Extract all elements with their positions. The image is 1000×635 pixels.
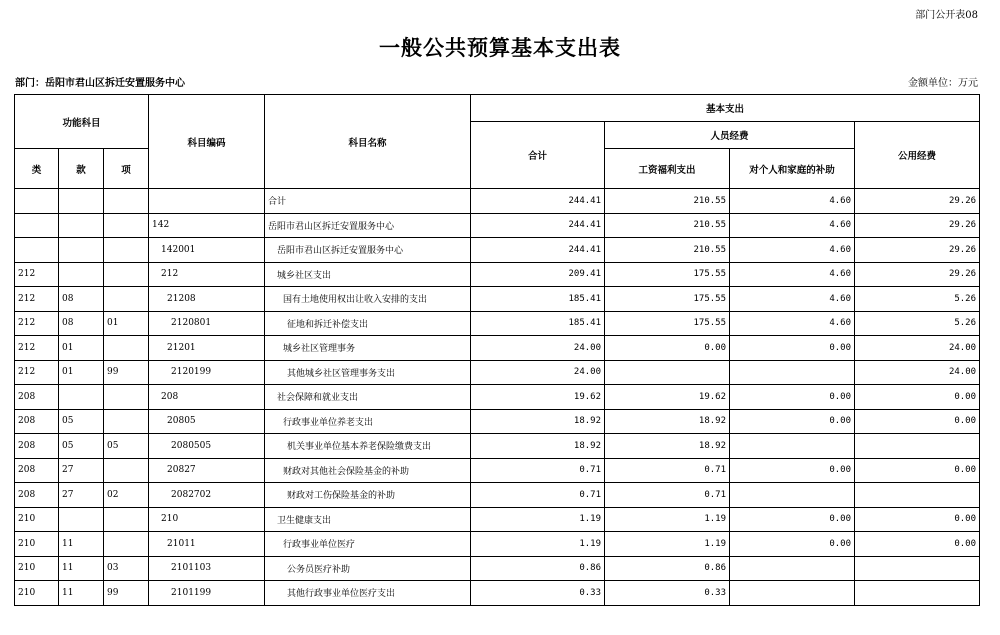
table-row bbox=[15, 532, 980, 557]
cell-name: 行政事业单位养老支出 bbox=[265, 409, 471, 434]
cell-public: 29.26 bbox=[855, 262, 980, 287]
cell-name: 社会保障和就业支出 bbox=[265, 385, 471, 410]
cell-wages: 18.92 bbox=[605, 409, 730, 434]
cell-item: 01 bbox=[104, 311, 149, 336]
table-row bbox=[15, 483, 980, 508]
cell-total: 18.92 bbox=[471, 434, 605, 459]
cell-code: 2101103 bbox=[149, 556, 265, 581]
cell-name: 城乡社区管理事务 bbox=[265, 336, 471, 361]
cell-item: 05 bbox=[104, 434, 149, 459]
cell-public: 24.00 bbox=[855, 336, 980, 361]
cell-class: 212 bbox=[15, 311, 59, 336]
cell-total: 24.00 bbox=[471, 360, 605, 385]
cell-total: 244.41 bbox=[471, 238, 605, 263]
cell-section bbox=[59, 262, 104, 287]
cell-section: 27 bbox=[59, 483, 104, 508]
table-row bbox=[15, 385, 980, 410]
header-code: 科目编码 bbox=[149, 95, 265, 189]
cell-item bbox=[104, 189, 149, 214]
cell-code: 2082702 bbox=[149, 483, 265, 508]
cell-public bbox=[855, 483, 980, 508]
cell-name: 城乡社区支出 bbox=[265, 262, 471, 287]
header-item: 项 bbox=[104, 149, 149, 189]
header-public: 公用经费 bbox=[855, 122, 980, 189]
cell-item bbox=[104, 385, 149, 410]
department-label: 部门：岳阳市君山区拆迁安置服务中心 bbox=[15, 78, 185, 89]
cell-item bbox=[104, 336, 149, 361]
table-row bbox=[15, 262, 980, 287]
cell-section: 11 bbox=[59, 581, 104, 606]
cell-subsidy: 0.00 bbox=[730, 507, 855, 532]
cell-subsidy bbox=[730, 556, 855, 581]
cell-total: 19.62 bbox=[471, 385, 605, 410]
table-row bbox=[15, 213, 980, 238]
cell-class: 210 bbox=[15, 581, 59, 606]
cell-total: 1.19 bbox=[471, 507, 605, 532]
cell-item: 02 bbox=[104, 483, 149, 508]
cell-public: 0.00 bbox=[855, 409, 980, 434]
cell-wages: 0.86 bbox=[605, 556, 730, 581]
cell-subsidy: 4.60 bbox=[730, 311, 855, 336]
cell-total: 244.41 bbox=[471, 213, 605, 238]
unit-label: 金额单位：万元 bbox=[908, 78, 978, 89]
cell-subsidy: 0.00 bbox=[730, 409, 855, 434]
header-wages: 工资福利支出 bbox=[605, 149, 730, 189]
header-subsidy: 对个人和家庭的补助 bbox=[730, 149, 855, 189]
cell-class: 212 bbox=[15, 262, 59, 287]
cell-total: 1.19 bbox=[471, 532, 605, 557]
cell-class: 212 bbox=[15, 336, 59, 361]
budget-table bbox=[14, 94, 980, 606]
cell-wages bbox=[605, 360, 730, 385]
cell-code: 20827 bbox=[149, 458, 265, 483]
cell-code: 2120199 bbox=[149, 360, 265, 385]
header-personnel: 人员经费 bbox=[605, 122, 855, 149]
cell-total: 0.33 bbox=[471, 581, 605, 606]
cell-section bbox=[59, 385, 104, 410]
cell-public: 5.26 bbox=[855, 311, 980, 336]
cell-total: 0.86 bbox=[471, 556, 605, 581]
cell-code: 142001 bbox=[149, 238, 265, 263]
cell-section: 01 bbox=[59, 360, 104, 385]
cell-total: 0.71 bbox=[471, 483, 605, 508]
cell-section bbox=[59, 189, 104, 214]
table-row bbox=[15, 507, 980, 532]
cell-item bbox=[104, 213, 149, 238]
cell-code: 210 bbox=[149, 507, 265, 532]
cell-code bbox=[149, 189, 265, 214]
cell-item: 99 bbox=[104, 581, 149, 606]
cell-class: 210 bbox=[15, 507, 59, 532]
cell-subsidy: 4.60 bbox=[730, 189, 855, 214]
cell-total: 0.71 bbox=[471, 458, 605, 483]
cell-subsidy: 4.60 bbox=[730, 262, 855, 287]
cell-subsidy: 4.60 bbox=[730, 213, 855, 238]
cell-subsidy: 0.00 bbox=[730, 532, 855, 557]
header-name: 科目名称 bbox=[265, 95, 471, 189]
cell-wages: 210.55 bbox=[605, 189, 730, 214]
cell-name: 财政对工伤保险基金的补助 bbox=[265, 483, 471, 508]
cell-name: 卫生健康支出 bbox=[265, 507, 471, 532]
cell-class: 212 bbox=[15, 287, 59, 312]
cell-item: 99 bbox=[104, 360, 149, 385]
cell-section: 05 bbox=[59, 434, 104, 459]
cell-total: 209.41 bbox=[471, 262, 605, 287]
cell-subsidy bbox=[730, 581, 855, 606]
cell-subsidy: 4.60 bbox=[730, 287, 855, 312]
cell-subsidy bbox=[730, 483, 855, 508]
cell-class: 210 bbox=[15, 556, 59, 581]
cell-wages: 0.00 bbox=[605, 336, 730, 361]
cell-name: 行政事业单位医疗 bbox=[265, 532, 471, 557]
cell-item bbox=[104, 532, 149, 557]
cell-public: 29.26 bbox=[855, 213, 980, 238]
cell-wages: 175.55 bbox=[605, 262, 730, 287]
cell-name: 岳阳市君山区拆迁安置服务中心 bbox=[265, 238, 471, 263]
cell-item bbox=[104, 409, 149, 434]
cell-item bbox=[104, 262, 149, 287]
cell-section: 11 bbox=[59, 532, 104, 557]
cell-total: 18.92 bbox=[471, 409, 605, 434]
header-function-subject: 功能科目 bbox=[15, 95, 149, 149]
cell-class: 208 bbox=[15, 483, 59, 508]
cell-code: 21201 bbox=[149, 336, 265, 361]
cell-public: 29.26 bbox=[855, 189, 980, 214]
table-row bbox=[15, 458, 980, 483]
cell-name: 征地和拆迁补偿支出 bbox=[265, 311, 471, 336]
cell-total: 24.00 bbox=[471, 336, 605, 361]
cell-code: 21011 bbox=[149, 532, 265, 557]
cell-public: 0.00 bbox=[855, 507, 980, 532]
cell-wages: 1.19 bbox=[605, 532, 730, 557]
cell-class bbox=[15, 213, 59, 238]
table-row bbox=[15, 311, 980, 336]
table-body bbox=[15, 189, 980, 606]
cell-name: 机关事业单位基本养老保险缴费支出 bbox=[265, 434, 471, 459]
cell-subsidy: 0.00 bbox=[730, 458, 855, 483]
cell-name: 其他城乡社区管理事务支出 bbox=[265, 360, 471, 385]
table-row bbox=[15, 238, 980, 263]
header-total: 合计 bbox=[471, 122, 605, 189]
cell-wages: 0.71 bbox=[605, 458, 730, 483]
table-row bbox=[15, 409, 980, 434]
table-row bbox=[15, 189, 980, 214]
cell-item bbox=[104, 238, 149, 263]
cell-section: 27 bbox=[59, 458, 104, 483]
cell-class: 212 bbox=[15, 360, 59, 385]
cell-name: 岳阳市君山区拆迁安置服务中心 bbox=[265, 213, 471, 238]
cell-section: 05 bbox=[59, 409, 104, 434]
cell-name: 财政对其他社会保险基金的补助 bbox=[265, 458, 471, 483]
cell-class: 208 bbox=[15, 409, 59, 434]
cell-wages: 175.55 bbox=[605, 287, 730, 312]
cell-section bbox=[59, 507, 104, 532]
cell-public: 29.26 bbox=[855, 238, 980, 263]
cell-public: 0.00 bbox=[855, 532, 980, 557]
table-row bbox=[15, 287, 980, 312]
page-title: 一般公共预算基本支出表 bbox=[379, 35, 621, 60]
cell-public: 5.26 bbox=[855, 287, 980, 312]
cell-wages: 210.55 bbox=[605, 238, 730, 263]
cell-code: 20805 bbox=[149, 409, 265, 434]
cell-class: 208 bbox=[15, 434, 59, 459]
table-number-label: 部门公开表08 bbox=[915, 10, 978, 21]
table-row bbox=[15, 581, 980, 606]
cell-wages: 18.92 bbox=[605, 434, 730, 459]
cell-code: 2101199 bbox=[149, 581, 265, 606]
table-row bbox=[15, 336, 980, 361]
cell-wages: 0.33 bbox=[605, 581, 730, 606]
cell-total: 244.41 bbox=[471, 189, 605, 214]
cell-public bbox=[855, 434, 980, 459]
cell-section: 08 bbox=[59, 287, 104, 312]
cell-class bbox=[15, 189, 59, 214]
cell-class: 210 bbox=[15, 532, 59, 557]
cell-wages: 0.71 bbox=[605, 483, 730, 508]
cell-total: 185.41 bbox=[471, 287, 605, 312]
cell-code: 21208 bbox=[149, 287, 265, 312]
cell-wages: 19.62 bbox=[605, 385, 730, 410]
cell-name: 国有土地使用权出让收入安排的支出 bbox=[265, 287, 471, 312]
cell-code: 2080505 bbox=[149, 434, 265, 459]
cell-wages: 1.19 bbox=[605, 507, 730, 532]
cell-class: 208 bbox=[15, 385, 59, 410]
cell-total: 185.41 bbox=[471, 311, 605, 336]
cell-item bbox=[104, 287, 149, 312]
cell-public: 24.00 bbox=[855, 360, 980, 385]
cell-subsidy bbox=[730, 434, 855, 459]
cell-name: 其他行政事业单位医疗支出 bbox=[265, 581, 471, 606]
cell-code: 142 bbox=[149, 213, 265, 238]
cell-public: 0.00 bbox=[855, 385, 980, 410]
cell-wages: 210.55 bbox=[605, 213, 730, 238]
cell-subsidy: 4.60 bbox=[730, 238, 855, 263]
cell-code: 212 bbox=[149, 262, 265, 287]
cell-name: 合计 bbox=[265, 189, 471, 214]
cell-wages: 175.55 bbox=[605, 311, 730, 336]
cell-section: 11 bbox=[59, 556, 104, 581]
cell-subsidy bbox=[730, 360, 855, 385]
cell-section: 01 bbox=[59, 336, 104, 361]
cell-class bbox=[15, 238, 59, 263]
cell-subsidy: 0.00 bbox=[730, 336, 855, 361]
table-row bbox=[15, 556, 980, 581]
cell-class: 208 bbox=[15, 458, 59, 483]
cell-section: 08 bbox=[59, 311, 104, 336]
cell-code: 208 bbox=[149, 385, 265, 410]
cell-item: 03 bbox=[104, 556, 149, 581]
cell-item bbox=[104, 507, 149, 532]
cell-section bbox=[59, 213, 104, 238]
table-row bbox=[15, 360, 980, 385]
cell-section bbox=[59, 238, 104, 263]
cell-item bbox=[104, 458, 149, 483]
header-section: 款 bbox=[59, 149, 104, 189]
header-basic-expenditure: 基本支出 bbox=[471, 95, 980, 122]
table-row bbox=[15, 434, 980, 459]
cell-public bbox=[855, 556, 980, 581]
cell-code: 2120801 bbox=[149, 311, 265, 336]
cell-subsidy: 0.00 bbox=[730, 385, 855, 410]
cell-public: 0.00 bbox=[855, 458, 980, 483]
cell-name: 公务员医疗补助 bbox=[265, 556, 471, 581]
cell-public bbox=[855, 581, 980, 606]
header-class: 类 bbox=[15, 149, 59, 189]
